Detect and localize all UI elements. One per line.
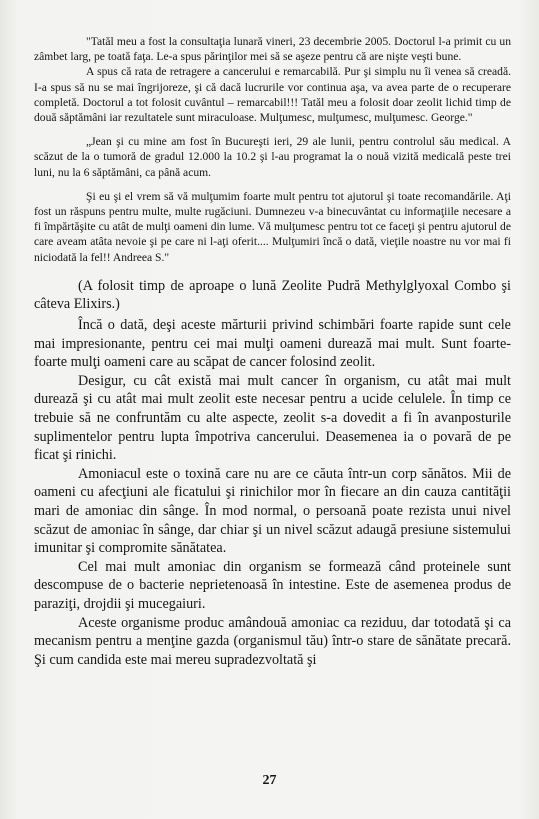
- body-paragraph: (A folosit timp de aproape o lună Zeolite Pudră Methylglyoxal Combo şi câteva Elixirs.): [34, 277, 511, 313]
- page-number: 27: [262, 773, 277, 788]
- body-paragraph: Desigur, cu cât există mai mult cancer în organism, cu atât mai mult durează şi cu atât mai mult zeolit este necesar pentru a ucide celulele. În timp ce trebuie să ne confruntăm cu alte aspecte, zeolit s-a dovedit a fi în avanposturile suplimentelor pentru lupta împotriva cancerului. Deasemenea ia o povară de pe ficat şi rinichi.: [34, 372, 511, 464]
- body-paragraph: Amoniacul este o toxină care nu are ce căuta într-un corp sănătos. Mii de oameni cu afecţiuni ale ficatului şi rinichilor mor în fiecare an din cauza cantităţii mari de amoniac din sânge. În mod normal, o persoană poate rezista unui nivel scăzut de amoniac în sânge, dar chiar şi un nivel scăzut adaugă presiune sistemului imunitar şi compromite sănătatea.: [34, 465, 511, 557]
- body-paragraph: Cel mai mult amoniac din organism se formează când proteinele sunt descompuse de o bacterie neprietenoasă în intestine. Este de asemenea produs de paraziţi, drojdii şi mucegaiuri.: [34, 558, 511, 612]
- testimonial-paragraph: Şi eu şi el vrem să vă mulţumim foarte mult pentru tot ajutorul şi toate recomandările. Aţi fost un răspuns pentru multe, multe rugăciuni. Dumnezeu v-a binecuvântat cu informaţiile necesare a fi împărtăşite cu atât de mulţi oameni din lume. Vă mulţumesc pentru tot ce faceţi şi pentru ajutorul de care aveam atâta nevoie şi pe care ni l-aţi oferit.... Mulţumiri încă o dată, vieţile noastre nu vor mai fi niciodată la fel!! Andreea S.": [34, 189, 511, 264]
- testimonial-quotes: [34, 34, 511, 265]
- body-paragraph: Încă o dată, deşi aceste mărturii privind schimbări foarte rapide sunt cele mai impresionante, pentru cei mai mulţi oameni durează mai mult. Sunt foarte-foarte mulţi oameni care au scăpat de cancer folosind zeolit.: [34, 317, 511, 371]
- body-paragraph: Aceste organisme produc amândouă amoniac ca reziduu, dar totodată şi ca mecanism pentru a menţine gazda (organismul tău) într-o stare de sănătate precară. Şi cum candida este mai mereu supradezvoltată şi: [34, 614, 511, 668]
- testimonial-paragraph: A spus că rata de retragere a cancerului e remarcabilă. Pur şi simplu nu îi venea să creadă. I-a spus să nu se mai îngrijoreze, şi că dacă lucrurile vor continua aşa, va avea parte de o recuperare completă. Doctorul a tot folosit cuvântul – remarcabil!!! Tatăl meu a folosit doar zeolit lichid timp de două săptămâni iar rezultatele sunt miraculoase. Mulţumesc, mulţumesc, mulţumesc. George.": [34, 65, 511, 125]
- testimonial-paragraph: „Jean şi cu mine am fost în Bucureşti ieri, 29 ale lunii, pentru controlul său medical. A scăzut de la o tumoră de gradul 12.000 la 10.2 şi l-au programat la o nouă vizită medicală peste trei luni, nu la 6 săptămâni, ca până acum.: [34, 135, 511, 179]
- body-text: [34, 277, 511, 669]
- testimonial-paragraph: "Tatăl meu a fost la consultaţia lunară vineri, 23 decembrie 2005. Doctorul l-a primit cu un zâmbet larg, pe toată faţa. Le-a spus părinţilor mei să se aşeze pentru că are nişte veşti bune.: [34, 35, 511, 64]
